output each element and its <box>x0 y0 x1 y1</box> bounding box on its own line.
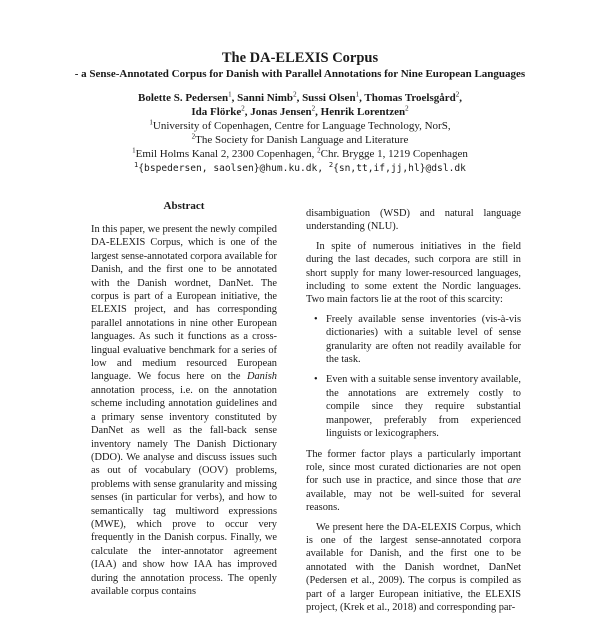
author: Thomas Troelsgård$^2$, <box>364 89 462 104</box>
right-column <box>306 207 521 620</box>
body-paragraph: disambiguation (WSD) and natural language understanding (NLU). <box>306 208 521 233</box>
abstract-heading: Abstract <box>163 200 205 212</box>
affiliation-2: $^2$The Society for Danish Language and Literature <box>191 131 409 146</box>
author: Sanni Nimb$^2$, <box>237 89 303 104</box>
paper-title: The DA-ELEXIS Corpus <box>221 50 379 66</box>
body-paragraph: In spite of numerous initiatives in the field during the last decades, such corpora are still in short supply for many lower-resourced languages, including to some extent the Nordic languages. Two main factors lie at the root of this scarcity: <box>306 240 521 306</box>
affiliation-1: $^1$University of Copenhagen, Centre for Language Technology, NorS, <box>149 117 451 132</box>
list-item: • Even with a suitable sense inventory available, the annotations are extremely costly to compile since they require substantial manpower, preferably from experienced linguists or lexicographers. <box>314 374 521 440</box>
paper-header <box>60 50 540 176</box>
abstract-body: In this paper, we present the newly compiled DA-ELEXIS Corpus, which is one of the largest sense-annotated corpora available for Danish, and the first one to be annotated with the Danish wordnet, DanNet. The corpus is part of a European initiative, the ELEXIS project, and has corresponding parallel annotations in nine other European languages. As such it functions as a cross-lingual evaluative benchmark for a series of low and medium resourced European language. We focus here on the Danish annotation process, i.e. on the annotation scheme including annotation guidelines and a primary sense inventory constituted by DanNet as well as the fall-back sense inventory namely The Danish Dictionary (DDO). We analyse and discuss issues such as out of vocabulary (OOV) problems, problems with sense granularity and missing senses (in particular for verbs), and how to semantically tag multiword expressions (MWE), which prove to occur very frequently in the Danish corpus. Finally, we calculate the inter-annotator agreement (IAA) and show how IAA has improved during the annotation process. The openly available corpus contains <box>91 224 277 597</box>
list-item: • Freely available sense inventories (vis-à-vis dictionaries) with a suitable level of sense granularity are often not readily available for the task. <box>314 313 521 366</box>
paper-subtitle: - a Sense-Annotated Corpus for Danish with Parallel Annotations for Nine European Languages <box>74 68 526 80</box>
email-line: $^1${bspedersen, saolsen}@hum.ku.dk, $^2${sn,tt,if,jj,hl}@dsl.dk <box>134 160 466 174</box>
author-list <box>60 91 540 119</box>
address-line: $^1$Emil Holms Kanal 2, 2300 Copenhagen, $^2$Chr. Brygge 1, 1219 Copenhagen <box>132 145 468 160</box>
author: Bolette S. Pedersen$^1$, <box>137 89 238 104</box>
author: Henrik Lorentzen$^2$ <box>320 103 409 118</box>
author: Jonas Jensen$^2$, <box>250 103 321 118</box>
bullet-list <box>306 313 521 441</box>
left-column <box>91 200 277 598</box>
author: Sussi Olsen$^1$, <box>302 89 365 104</box>
body-paragraph: The former factor plays a particularly important role, since most curated dictionaries are not open for such use in practice, and since those that are available, may not be well-suited for several reasons. <box>306 448 521 514</box>
author: Ida Flörke$^2$, <box>191 103 251 118</box>
bullet-icon: • <box>314 374 318 386</box>
bullet-icon: • <box>314 313 318 325</box>
body-paragraph: We present here the DA-ELEXIS Corpus, which is one of the largest sense-annotated corpora available for Danish, and the first one to be annotated with the Danish wordnet, DanNet (Pedersen et al., 2009). The corpus is compiled as part of a larger European initiative, the ELEXIS project, (Krek et al., 2018) and corresponding par- <box>306 521 521 613</box>
